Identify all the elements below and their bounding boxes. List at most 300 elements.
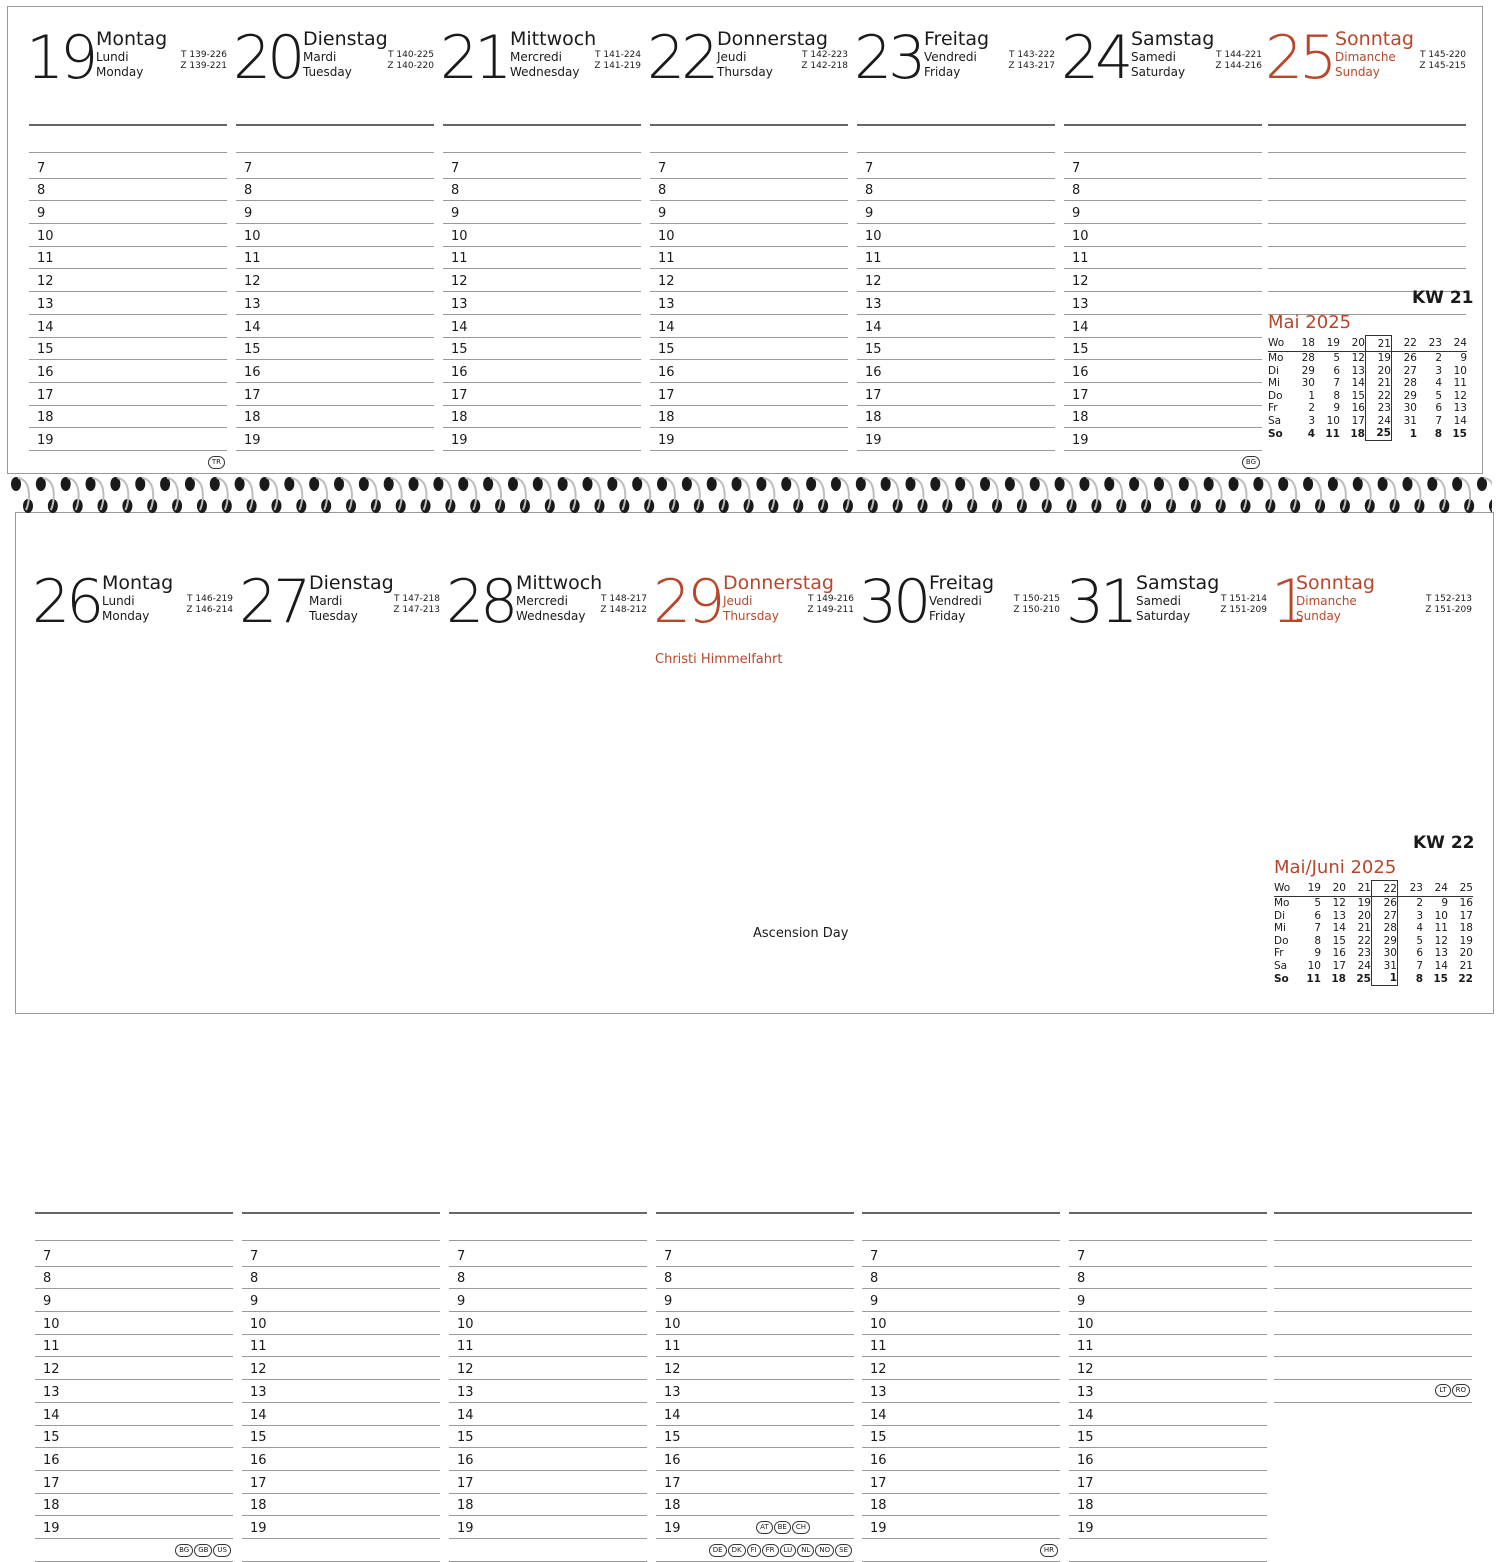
- mini-calendar-week-cell: Wo: [1274, 881, 1296, 897]
- spiral-ring: [409, 477, 431, 513]
- hour-slot[interactable]: [857, 383, 1055, 406]
- hour-slot[interactable]: [650, 338, 848, 361]
- hour-slot[interactable]: [443, 247, 641, 270]
- week-number-label: KW 22: [1413, 833, 1475, 853]
- sunday-note-row[interactable]: [1274, 1312, 1472, 1335]
- hour-slot[interactable]: [650, 428, 848, 451]
- mini-calendar-cell: 11: [1325, 427, 1340, 440]
- hour-slot[interactable]: [857, 338, 1055, 361]
- day-count-z: Z 151-209: [1425, 605, 1472, 615]
- hour-slot[interactable]: [236, 315, 434, 338]
- hour-slot[interactable]: [857, 428, 1055, 451]
- hour-slot[interactable]: [443, 201, 641, 224]
- mini-calendar-cell: 26: [1372, 897, 1398, 910]
- hour-slot[interactable]: [35, 1267, 233, 1290]
- note-row[interactable]: [236, 126, 434, 153]
- hour-slot[interactable]: [857, 224, 1055, 247]
- mini-calendar-week-cell: 25: [1448, 881, 1473, 897]
- hour-slot[interactable]: [449, 1267, 647, 1290]
- mini-calendar-cell: 19: [1459, 934, 1473, 947]
- note-row[interactable]: [1064, 126, 1262, 153]
- note-row[interactable]: [236, 451, 434, 474]
- note-row[interactable]: [242, 1539, 440, 1562]
- country-badges: [174, 1544, 231, 1557]
- sunday-note-row[interactable]: [1268, 224, 1466, 247]
- hour-slot[interactable]: [1064, 383, 1262, 406]
- day-name-fr: Mardi: [303, 50, 337, 64]
- hour-slot[interactable]: [862, 1448, 1060, 1471]
- hour-label: 12: [1072, 274, 1089, 290]
- note-row[interactable]: [1064, 451, 1262, 474]
- hour-slot[interactable]: [857, 201, 1055, 224]
- hour-slot[interactable]: [1064, 428, 1262, 451]
- sunday-note-row[interactable]: [1268, 156, 1466, 179]
- sunday-note-row[interactable]: [1268, 201, 1466, 224]
- note-row[interactable]: [1069, 1539, 1267, 1562]
- mini-calendar-cell: 9: [1333, 402, 1340, 415]
- hour-label: 9: [43, 1294, 52, 1310]
- day-name-en: Saturday: [1131, 65, 1186, 79]
- hour-slot[interactable]: [35, 1448, 233, 1471]
- hour-slot[interactable]: [1064, 224, 1262, 247]
- hour-slot[interactable]: [35, 1335, 233, 1358]
- day-number: 22: [647, 23, 716, 93]
- hour-slot[interactable]: [862, 1516, 1060, 1539]
- hour-slot[interactable]: [29, 156, 227, 179]
- sunday-note-row[interactable]: [1274, 1267, 1472, 1290]
- hour-slot[interactable]: [443, 428, 641, 451]
- hour-slot[interactable]: [242, 1335, 440, 1358]
- spiral-ring: [980, 477, 1002, 513]
- hour-label: 16: [451, 364, 468, 380]
- hour-slot[interactable]: [29, 383, 227, 406]
- hour-label: 10: [250, 1316, 267, 1332]
- hour-slot[interactable]: [443, 315, 641, 338]
- hour-slot[interactable]: [236, 224, 434, 247]
- mini-calendar-cell: 21: [1357, 922, 1371, 935]
- hour-slot[interactable]: [656, 1289, 854, 1312]
- day-names: [929, 572, 994, 624]
- hour-slot[interactable]: [1069, 1244, 1267, 1267]
- spiral-ring: [334, 477, 356, 513]
- hour-slot[interactable]: [242, 1403, 440, 1426]
- hour-label: 9: [250, 1294, 259, 1310]
- hour-slot[interactable]: [650, 201, 848, 224]
- spiral-ring: [682, 477, 704, 513]
- note-row[interactable]: [857, 451, 1055, 474]
- hour-label: 13: [865, 296, 882, 312]
- hour-slot[interactable]: [1064, 406, 1262, 429]
- hour-slot[interactable]: [236, 383, 434, 406]
- hour-slot[interactable]: [242, 1244, 440, 1267]
- mini-calendar-cell: 9: [1314, 947, 1321, 960]
- hour-slot[interactable]: [862, 1335, 1060, 1358]
- hour-slot[interactable]: [242, 1289, 440, 1312]
- hour-slot[interactable]: [449, 1289, 647, 1312]
- hour-slot[interactable]: [656, 1471, 854, 1494]
- hour-slot[interactable]: [862, 1426, 1060, 1449]
- hour-slot[interactable]: [35, 1516, 233, 1539]
- hour-slot[interactable]: [1069, 1312, 1267, 1335]
- hour-slot[interactable]: [35, 1358, 233, 1381]
- hour-slot[interactable]: [35, 1494, 233, 1517]
- mini-calendar-cell: 21: [1459, 959, 1473, 972]
- hour-label: 8: [451, 183, 460, 199]
- hour-slot[interactable]: [1064, 315, 1262, 338]
- hour-slot[interactable]: [1064, 338, 1262, 361]
- hour-label: 8: [870, 1271, 879, 1287]
- hour-slot[interactable]: [29, 338, 227, 361]
- mini-calendar-cell: 13: [1434, 947, 1448, 960]
- hour-slot[interactable]: [656, 1403, 854, 1426]
- hour-slot[interactable]: [236, 156, 434, 179]
- hour-label: 11: [250, 1339, 267, 1355]
- note-row[interactable]: [29, 126, 227, 153]
- hour-slot[interactable]: [650, 270, 848, 293]
- hour-label: 19: [37, 433, 54, 449]
- hour-slot[interactable]: [236, 247, 434, 270]
- hour-label: 9: [658, 206, 667, 222]
- hour-slot[interactable]: [29, 428, 227, 451]
- hour-label: 11: [1072, 251, 1089, 267]
- hour-slot[interactable]: [857, 315, 1055, 338]
- hour-label: 8: [664, 1271, 673, 1287]
- hour-slot[interactable]: [650, 247, 848, 270]
- hour-slot[interactable]: [857, 360, 1055, 383]
- hour-slot[interactable]: [29, 406, 227, 429]
- hour-slot[interactable]: [443, 179, 641, 202]
- hour-slot[interactable]: [443, 156, 641, 179]
- hour-slot[interactable]: [857, 406, 1055, 429]
- hour-slot[interactable]: [1069, 1380, 1267, 1403]
- hour-slot[interactable]: [449, 1335, 647, 1358]
- hour-slot[interactable]: [242, 1312, 440, 1335]
- hour-label: 17: [664, 1475, 681, 1491]
- note-row[interactable]: [449, 1214, 647, 1241]
- day-count-codes: [180, 50, 227, 72]
- mini-calendar-cell: 3: [1308, 414, 1315, 427]
- day-count-z: Z 149-211: [807, 605, 854, 615]
- hour-label: 18: [37, 410, 54, 426]
- hour-slot[interactable]: [862, 1289, 1060, 1312]
- mini-calendar-row: [1268, 427, 1467, 440]
- hour-slot[interactable]: [1069, 1335, 1267, 1358]
- note-row[interactable]: [650, 126, 848, 153]
- hour-label: 18: [250, 1498, 267, 1514]
- hour-slot[interactable]: [857, 270, 1055, 293]
- hour-label: 7: [451, 160, 460, 176]
- note-row[interactable]: [1069, 1214, 1267, 1241]
- country-badge: US: [213, 1544, 231, 1557]
- hour-slot[interactable]: [1069, 1289, 1267, 1312]
- hour-slot[interactable]: [449, 1426, 647, 1449]
- hour-slot[interactable]: [650, 156, 848, 179]
- hour-slot[interactable]: [650, 292, 848, 315]
- country-badges: [1039, 1544, 1058, 1557]
- hour-label: 8: [1072, 183, 1081, 199]
- hour-slot[interactable]: [242, 1448, 440, 1471]
- hour-label: 19: [457, 1521, 474, 1537]
- hour-slot[interactable]: [242, 1358, 440, 1381]
- hour-slot[interactable]: [236, 428, 434, 451]
- hour-slot[interactable]: [35, 1426, 233, 1449]
- hour-slot[interactable]: [449, 1380, 647, 1403]
- sunday-note-row[interactable]: [1274, 1289, 1472, 1312]
- hour-slot[interactable]: [656, 1448, 854, 1471]
- mini-calendar-cell: 31: [1372, 960, 1398, 973]
- hour-slot[interactable]: [449, 1358, 647, 1381]
- hour-slot[interactable]: [443, 338, 641, 361]
- sunday-note-row[interactable]: [1268, 247, 1466, 270]
- day-count-codes: [1013, 594, 1060, 616]
- hour-label: 11: [865, 251, 882, 267]
- hour-slot[interactable]: [1064, 156, 1262, 179]
- hour-slot[interactable]: [1069, 1403, 1267, 1426]
- mini-calendar-cell: 3: [1435, 364, 1442, 377]
- hour-slot[interactable]: [656, 1267, 854, 1290]
- mini-calendar-cell: 7: [1314, 922, 1321, 935]
- hour-slot[interactable]: [29, 292, 227, 315]
- mini-calendar-cell: 4: [1307, 427, 1315, 440]
- mini-calendar-cell: 31: [1403, 414, 1417, 427]
- hour-slot[interactable]: [1069, 1358, 1267, 1381]
- mini-calendar-week-cell: 20: [1321, 881, 1346, 897]
- note-row[interactable]: [1268, 126, 1466, 153]
- note-row[interactable]: [443, 126, 641, 153]
- sunday-note-row[interactable]: [1274, 1244, 1472, 1267]
- mini-calendar-cell: 30: [1403, 402, 1417, 415]
- hour-slot[interactable]: [242, 1471, 440, 1494]
- hour-label: 9: [244, 206, 253, 222]
- note-row[interactable]: [857, 126, 1055, 153]
- mini-calendar-row: [1274, 947, 1473, 960]
- mini-calendar-cell: 6: [1333, 364, 1340, 377]
- hour-slot[interactable]: [29, 247, 227, 270]
- hour-slot[interactable]: [857, 247, 1055, 270]
- hour-slot[interactable]: [650, 360, 848, 383]
- hour-slot[interactable]: [1064, 179, 1262, 202]
- mini-calendar-row: [1268, 402, 1467, 415]
- hour-slot[interactable]: [236, 338, 434, 361]
- hour-slot[interactable]: [656, 1244, 854, 1267]
- sunday-note-row[interactable]: [1274, 1358, 1472, 1381]
- hour-slot[interactable]: [29, 224, 227, 247]
- hour-label: 17: [451, 387, 468, 403]
- sunday-note-row[interactable]: [1274, 1335, 1472, 1358]
- hour-slot[interactable]: [1069, 1494, 1267, 1517]
- hour-slot[interactable]: [862, 1494, 1060, 1517]
- hour-slot[interactable]: [443, 360, 641, 383]
- spiral-ring: [1278, 477, 1300, 513]
- mini-calendar-row: [1268, 365, 1467, 378]
- hour-label: 12: [1077, 1362, 1094, 1378]
- hour-slot[interactable]: [29, 315, 227, 338]
- hour-slot[interactable]: [35, 1380, 233, 1403]
- hour-slot[interactable]: [1064, 270, 1262, 293]
- hour-label: 17: [865, 387, 882, 403]
- hour-slot[interactable]: [449, 1312, 647, 1335]
- hour-slot[interactable]: [35, 1312, 233, 1335]
- hour-slot[interactable]: [862, 1403, 1060, 1426]
- mini-calendar-cell: Mi: [1268, 377, 1280, 390]
- hour-slot[interactable]: [449, 1403, 647, 1426]
- mini-calendar-cell: 5: [1435, 389, 1442, 402]
- hour-slot[interactable]: [449, 1494, 647, 1517]
- hour-label: 10: [244, 228, 261, 244]
- hour-slot[interactable]: [1064, 247, 1262, 270]
- hour-slot[interactable]: [656, 1426, 854, 1449]
- spiral-ring: [384, 477, 406, 513]
- hour-slot[interactable]: [857, 156, 1055, 179]
- hour-slot[interactable]: [29, 179, 227, 202]
- hour-slot[interactable]: [656, 1335, 854, 1358]
- hour-slot[interactable]: [242, 1267, 440, 1290]
- hour-slot[interactable]: [29, 360, 227, 383]
- hour-slot[interactable]: [443, 224, 641, 247]
- hour-slot[interactable]: [862, 1244, 1060, 1267]
- hour-slot[interactable]: [656, 1312, 854, 1335]
- spiral-ring: [1104, 477, 1126, 513]
- mini-calendar: [1268, 335, 1467, 441]
- day-name-fr: Jeudi: [717, 50, 747, 64]
- note-row[interactable]: [656, 1214, 854, 1241]
- hour-label: 15: [451, 342, 468, 358]
- hour-slot[interactable]: [236, 406, 434, 429]
- hour-slot[interactable]: [242, 1426, 440, 1449]
- hour-slot[interactable]: [236, 360, 434, 383]
- hour-slot[interactable]: [650, 406, 848, 429]
- day-number: 24: [1061, 23, 1130, 93]
- hour-slot[interactable]: [650, 315, 848, 338]
- hour-slot[interactable]: [656, 1358, 854, 1381]
- hour-slot[interactable]: [29, 201, 227, 224]
- hour-label: 11: [451, 251, 468, 267]
- hour-slot[interactable]: [236, 270, 434, 293]
- hour-slot[interactable]: [1069, 1448, 1267, 1471]
- day-count-t: T 141-224: [595, 50, 641, 60]
- hour-slot[interactable]: [650, 383, 848, 406]
- hour-slot[interactable]: [236, 201, 434, 224]
- hour-slot[interactable]: [449, 1448, 647, 1471]
- day-names: [303, 28, 388, 80]
- spiral-ring: [61, 477, 83, 513]
- day-count-z: Z 139-221: [180, 61, 227, 71]
- note-row[interactable]: [650, 451, 848, 474]
- mini-calendar-cell: 13: [1351, 364, 1365, 377]
- hour-label: 19: [244, 433, 261, 449]
- day-name-en: Saturday: [1136, 609, 1191, 623]
- hour-slot[interactable]: [650, 179, 848, 202]
- day-name-en: Monday: [102, 609, 150, 623]
- country-badge: BG: [1242, 456, 1260, 469]
- day-name-de: Dienstag: [309, 572, 394, 594]
- hour-slot[interactable]: [35, 1471, 233, 1494]
- hour-slot[interactable]: [449, 1244, 647, 1267]
- hour-slot[interactable]: [242, 1516, 440, 1539]
- day-count-z: Z 145-215: [1419, 61, 1466, 71]
- note-row[interactable]: [242, 1214, 440, 1241]
- hour-slot[interactable]: [236, 292, 434, 315]
- hour-slot[interactable]: [35, 1289, 233, 1312]
- note-row[interactable]: [35, 1214, 233, 1241]
- country-badge: CH: [792, 1521, 810, 1534]
- hour-slot[interactable]: [1064, 292, 1262, 315]
- hour-label: 12: [244, 274, 261, 290]
- hour-slot[interactable]: [862, 1380, 1060, 1403]
- spiral-ring: [309, 477, 331, 513]
- hour-slot[interactable]: [443, 383, 641, 406]
- hour-label: 16: [457, 1452, 474, 1468]
- hour-slot[interactable]: [857, 292, 1055, 315]
- hour-label: 10: [451, 228, 468, 244]
- spiral-ring: [1204, 477, 1226, 513]
- note-row[interactable]: [1274, 1214, 1472, 1241]
- hour-slot[interactable]: [35, 1403, 233, 1426]
- mini-calendar-cell: 14: [1453, 414, 1467, 427]
- hour-slot[interactable]: [857, 179, 1055, 202]
- note-row[interactable]: [443, 451, 641, 474]
- hour-label: 10: [658, 228, 675, 244]
- hour-slot[interactable]: [656, 1380, 854, 1403]
- hour-slot[interactable]: [443, 292, 641, 315]
- hour-label: 10: [457, 1316, 474, 1332]
- note-row[interactable]: [862, 1214, 1060, 1241]
- hour-slot[interactable]: [443, 406, 641, 429]
- mini-calendar-cell: Di: [1268, 364, 1280, 377]
- note-row[interactable]: [29, 451, 227, 474]
- hour-slot[interactable]: [1069, 1267, 1267, 1290]
- note-row[interactable]: [862, 1539, 1060, 1562]
- day-name-de: Mittwoch: [516, 572, 603, 594]
- hour-label: 9: [1072, 206, 1081, 222]
- hour-slot[interactable]: [1069, 1516, 1267, 1539]
- hour-slot[interactable]: [35, 1244, 233, 1267]
- note-row[interactable]: [449, 1539, 647, 1562]
- hour-slot[interactable]: [650, 224, 848, 247]
- hour-slot[interactable]: [1069, 1426, 1267, 1449]
- hour-slot[interactable]: [443, 270, 641, 293]
- spiral-ring: [36, 477, 58, 513]
- hour-slot[interactable]: [449, 1516, 647, 1539]
- hour-slot[interactable]: [1069, 1471, 1267, 1494]
- hour-slot[interactable]: [862, 1312, 1060, 1335]
- hour-label: 15: [1077, 1430, 1094, 1446]
- hour-slot[interactable]: [236, 179, 434, 202]
- hour-slot[interactable]: [1064, 360, 1262, 383]
- hour-slot[interactable]: [242, 1494, 440, 1517]
- hour-slot[interactable]: [1064, 201, 1262, 224]
- hour-slot[interactable]: [656, 1494, 854, 1517]
- hour-label: 8: [244, 183, 253, 199]
- hour-label: 14: [865, 319, 882, 335]
- hour-slot[interactable]: [862, 1267, 1060, 1290]
- day-number: 23: [854, 23, 923, 93]
- hour-label: 10: [43, 1316, 60, 1332]
- hour-slot[interactable]: [449, 1471, 647, 1494]
- day-count-t: T 151-214: [1221, 594, 1267, 604]
- sunday-note-row[interactable]: [1268, 179, 1466, 202]
- hour-slot[interactable]: [29, 270, 227, 293]
- hour-label: 15: [37, 342, 54, 358]
- mini-calendar-cell: 14: [1332, 922, 1346, 935]
- hour-slot[interactable]: [242, 1380, 440, 1403]
- hour-slot[interactable]: [862, 1471, 1060, 1494]
- hour-label: 18: [244, 410, 261, 426]
- country-badge: TR: [208, 456, 225, 469]
- spiral-ring: [1328, 477, 1350, 513]
- mini-calendar-cell: 7: [1435, 414, 1442, 427]
- hour-slot[interactable]: [862, 1358, 1060, 1381]
